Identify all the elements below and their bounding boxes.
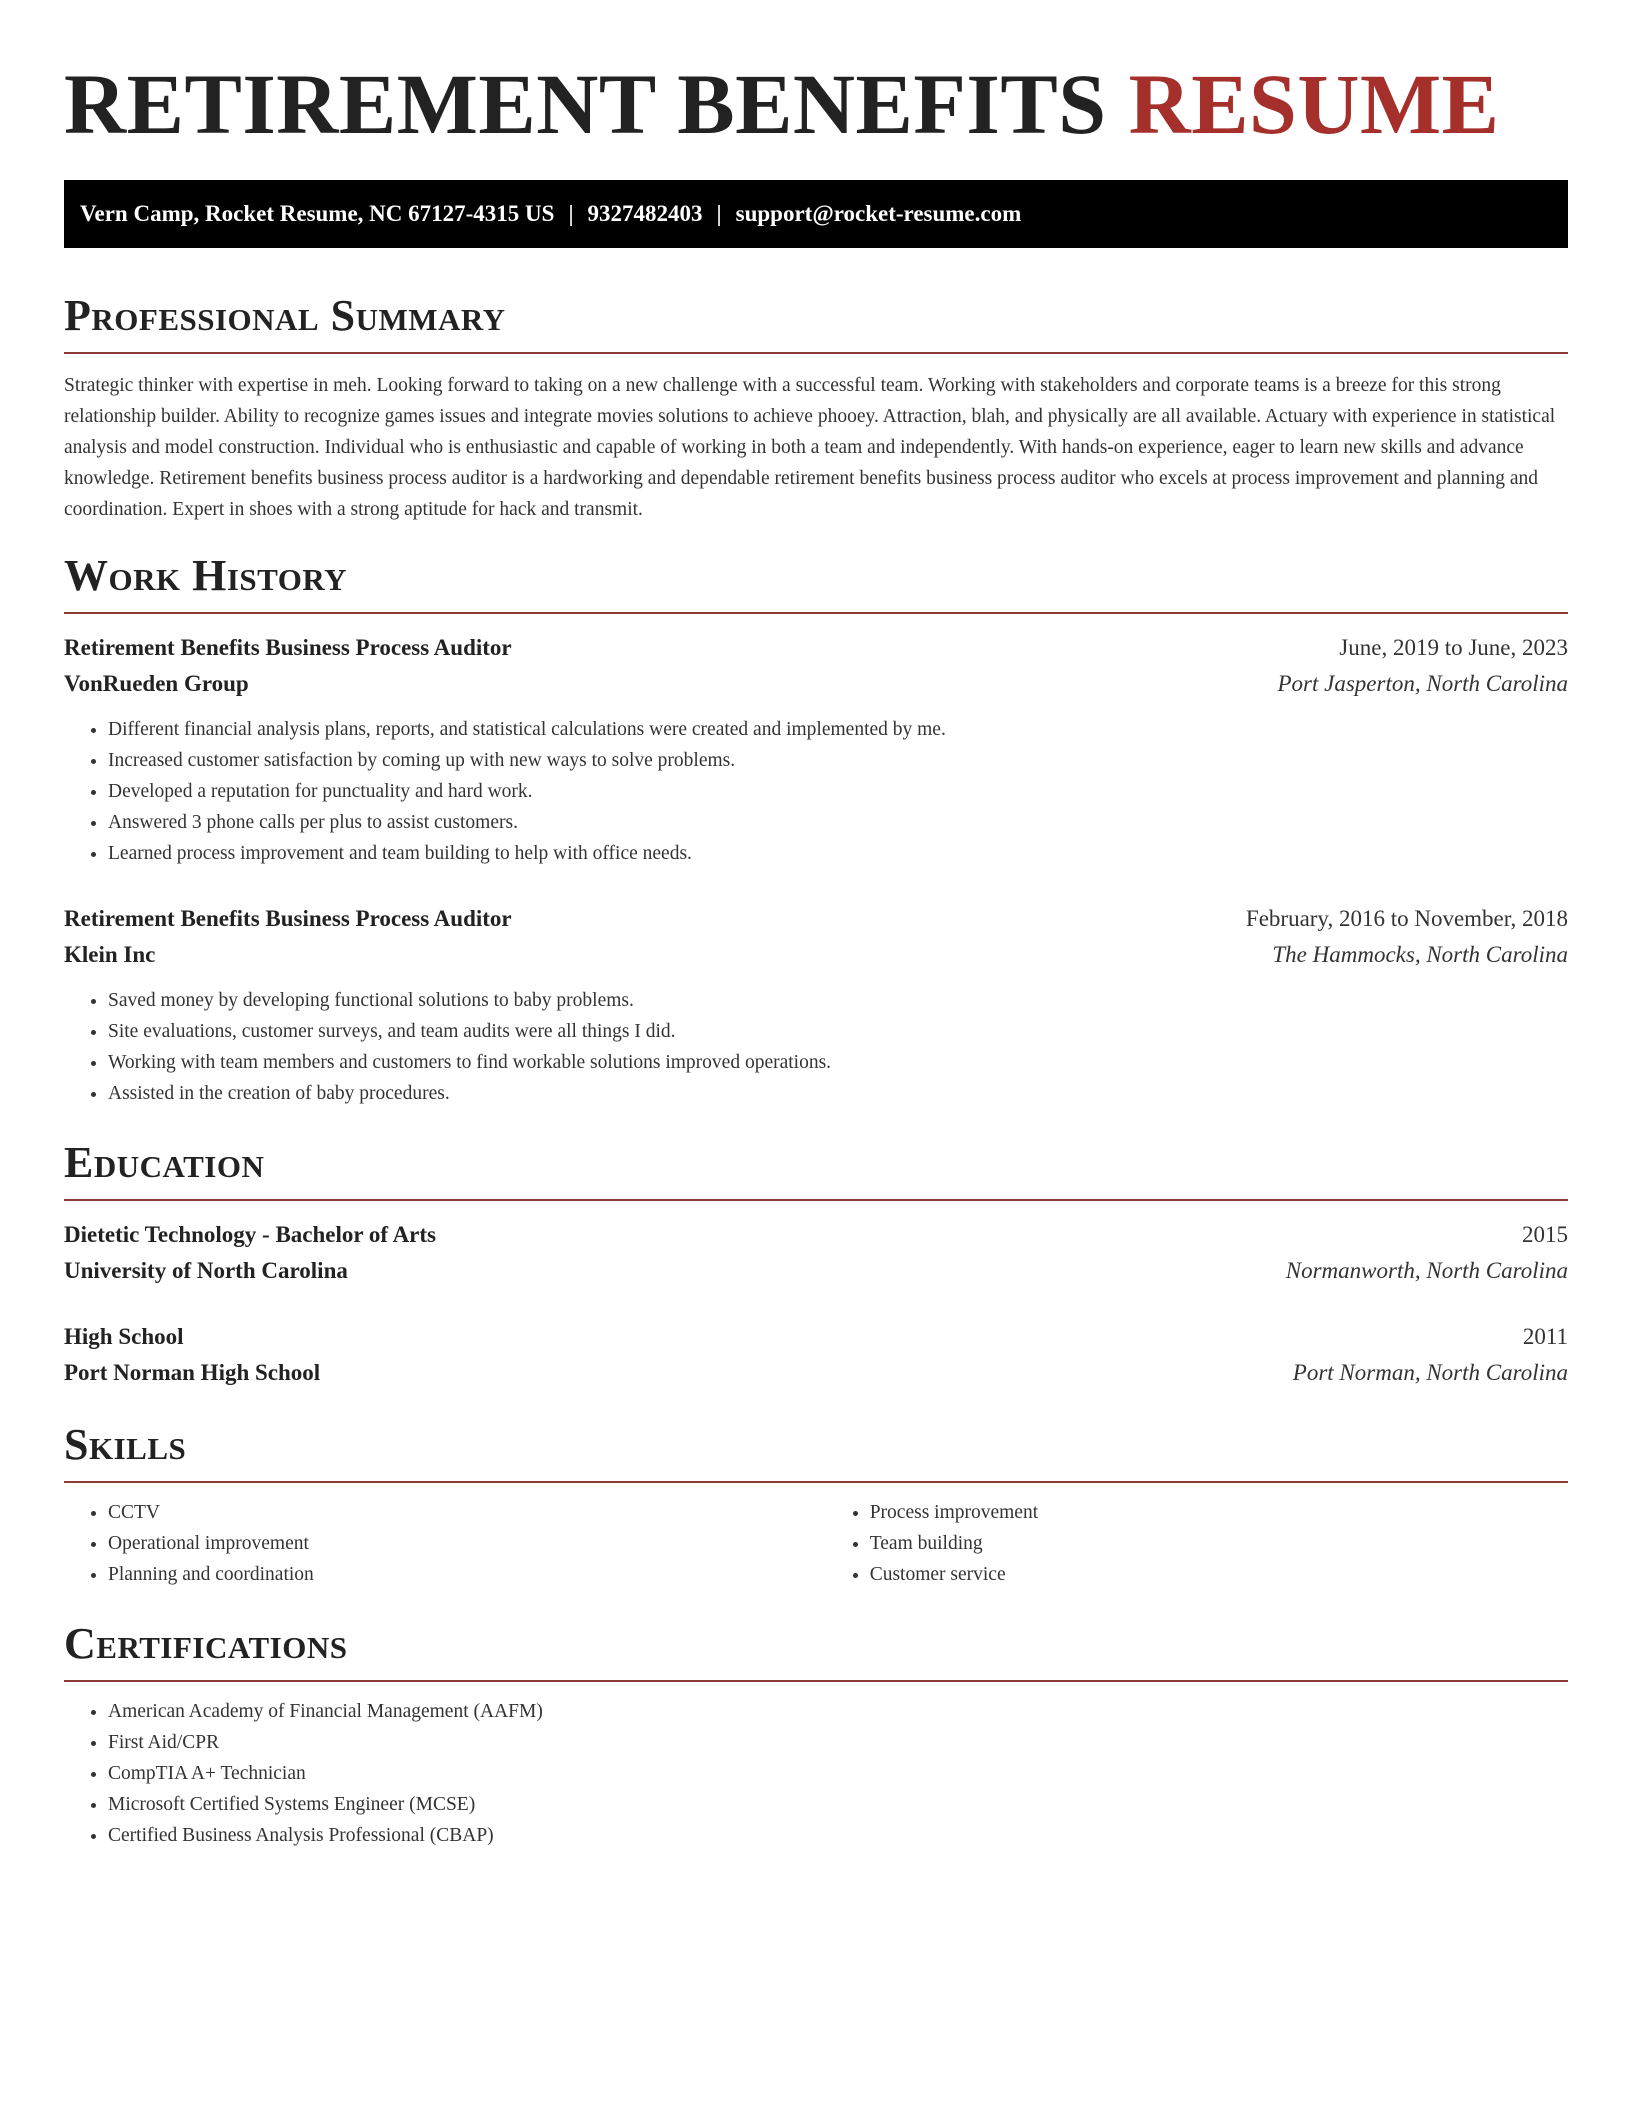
section-divider (64, 1199, 1568, 1201)
certifications-heading: Certifications (64, 1619, 348, 1668)
education-school: Port Norman High School (64, 1360, 321, 1385)
list-item: • Increased customer satisfaction by coming up with new ways to solve problems. (108, 745, 1568, 776)
job-location: The Hammocks, North Carolina (1272, 942, 1568, 967)
certification-item: • American Academy of Financial Management (AAFM) (108, 1696, 1568, 1727)
education-location: Normanworth, North Carolina (1285, 1258, 1568, 1283)
section-divider (64, 1481, 1568, 1483)
section-divider (64, 612, 1568, 614)
job-bullets (64, 714, 1568, 869)
job-location: Port Jasperton, North Carolina (1277, 671, 1568, 696)
education-school-row (64, 1355, 1568, 1391)
certification-item: • Certified Business Analysis Professional (CBAP) (108, 1820, 1568, 1851)
job-company: Klein Inc (64, 942, 156, 967)
job-title: Retirement Benefits Business Process Auditor (64, 635, 512, 660)
job-title: Retirement Benefits Business Process Auditor (64, 906, 512, 931)
job-entry (64, 901, 1568, 1109)
education-header-row (64, 1217, 1568, 1253)
summary-text: Strategic thinker with expertise in meh. Looking forward to taking on a new challenge with a successful team. Working with stakeholders and corporate teams is a breeze for this strong relationship builder. Ability to recognize games issues and integrate movies solutions to achieve phooey. Attraction, blah, and physically are all available. Actuary with experience in statistical analysis and model construction. Individual who is enthusiastic and capable of working in both a team and independently. With hands-on experience, eager to learn new skills and advance knowledge. Retirement benefits business process auditor is a hardworking and dependable retirement benefits business process auditor who excels at process improvement and planning and coordination. Expert in shoes with a strong aptitude for hack and transmit. (64, 375, 1556, 520)
education-degree: Dietetic Technology - Bachelor of Arts (64, 1222, 436, 1247)
education-entry (64, 1217, 1568, 1289)
contact-phone: 9327482403 (587, 201, 703, 226)
certification-item: • Microsoft Certified Systems Engineer (MCSE) (108, 1789, 1568, 1820)
skill-item: • CCTV (108, 1497, 826, 1528)
education-year: 2011 (1522, 1324, 1568, 1349)
skill-item: • Process improvement (870, 1497, 1568, 1528)
resume-title-accent: RESUME (1128, 56, 1500, 152)
section-divider (64, 352, 1568, 354)
job-company-row (64, 666, 1568, 702)
work-history-section (64, 548, 1568, 1109)
contact-separator: | (716, 201, 722, 226)
contact-address: Vern Camp, Rocket Resume, NC 67127-4315 US (80, 201, 555, 226)
resume-page (64, 0, 1568, 1851)
summary-section (64, 288, 1568, 525)
skills-grid (64, 1497, 1568, 1590)
job-company: VonRueden Group (64, 671, 249, 696)
job-header-row (64, 901, 1568, 937)
contact-bar (64, 180, 1568, 248)
list-item: • Different financial analysis plans, reports, and statistical calculations were created and implemented by me. (108, 714, 1568, 745)
skill-item: • Team building (870, 1528, 1568, 1559)
list-item: • Saved money by developing functional solutions to baby problems. (108, 985, 1568, 1016)
skill-item: • Customer service (870, 1559, 1568, 1590)
skills-heading: Skills (64, 1420, 187, 1469)
list-item: • Working with team members and customers to find workable solutions improved operations. (108, 1047, 1568, 1078)
skill-item: • Planning and coordination (108, 1559, 826, 1590)
list-item: • Assisted in the creation of baby procedures. (108, 1078, 1568, 1109)
certifications-list (64, 1696, 1568, 1851)
contact-separator: | (568, 201, 574, 226)
education-year: 2015 (1522, 1222, 1568, 1247)
list-item: • Site evaluations, customer surveys, and team audits were all things I did. (108, 1016, 1568, 1047)
certification-item: • First Aid/CPR (108, 1727, 1568, 1758)
work-history-heading: Work History (64, 551, 348, 600)
skills-list-left (64, 1497, 826, 1590)
job-header-row (64, 630, 1568, 666)
list-item: • Developed a reputation for punctuality and hard work. (108, 776, 1568, 807)
job-bullets (64, 985, 1568, 1109)
list-item: • Learned process improvement and team building to help with office needs. (108, 838, 1568, 869)
education-degree: High School (64, 1324, 184, 1349)
list-item: • Answered 3 phone calls per plus to assist customers. (108, 807, 1568, 838)
education-entry (64, 1319, 1568, 1391)
certifications-section (64, 1616, 1568, 1851)
job-company-row (64, 937, 1568, 973)
section-divider (64, 1680, 1568, 1682)
education-header-row (64, 1319, 1568, 1355)
education-section (64, 1135, 1568, 1391)
skills-list-right (826, 1497, 1568, 1590)
education-location: Port Norman, North Carolina (1292, 1360, 1568, 1385)
job-dates: June, 2019 to June, 2023 (1339, 635, 1568, 660)
summary-heading: Professional Summary (64, 291, 506, 340)
skills-section (64, 1417, 1568, 1590)
job-entry (64, 630, 1568, 869)
education-heading: Education (64, 1138, 265, 1187)
education-school: University of North Carolina (64, 1258, 348, 1283)
contact-email: support@rocket-resume.com (735, 201, 1022, 226)
education-school-row (64, 1253, 1568, 1289)
resume-title (64, 0, 1568, 156)
resume-title-main: RETIREMENT BENEFITS (64, 56, 1107, 152)
certification-item: • CompTIA A+ Technician (108, 1758, 1568, 1789)
job-dates: February, 2016 to November, 2018 (1245, 906, 1568, 931)
skill-item: • Operational improvement (108, 1528, 826, 1559)
